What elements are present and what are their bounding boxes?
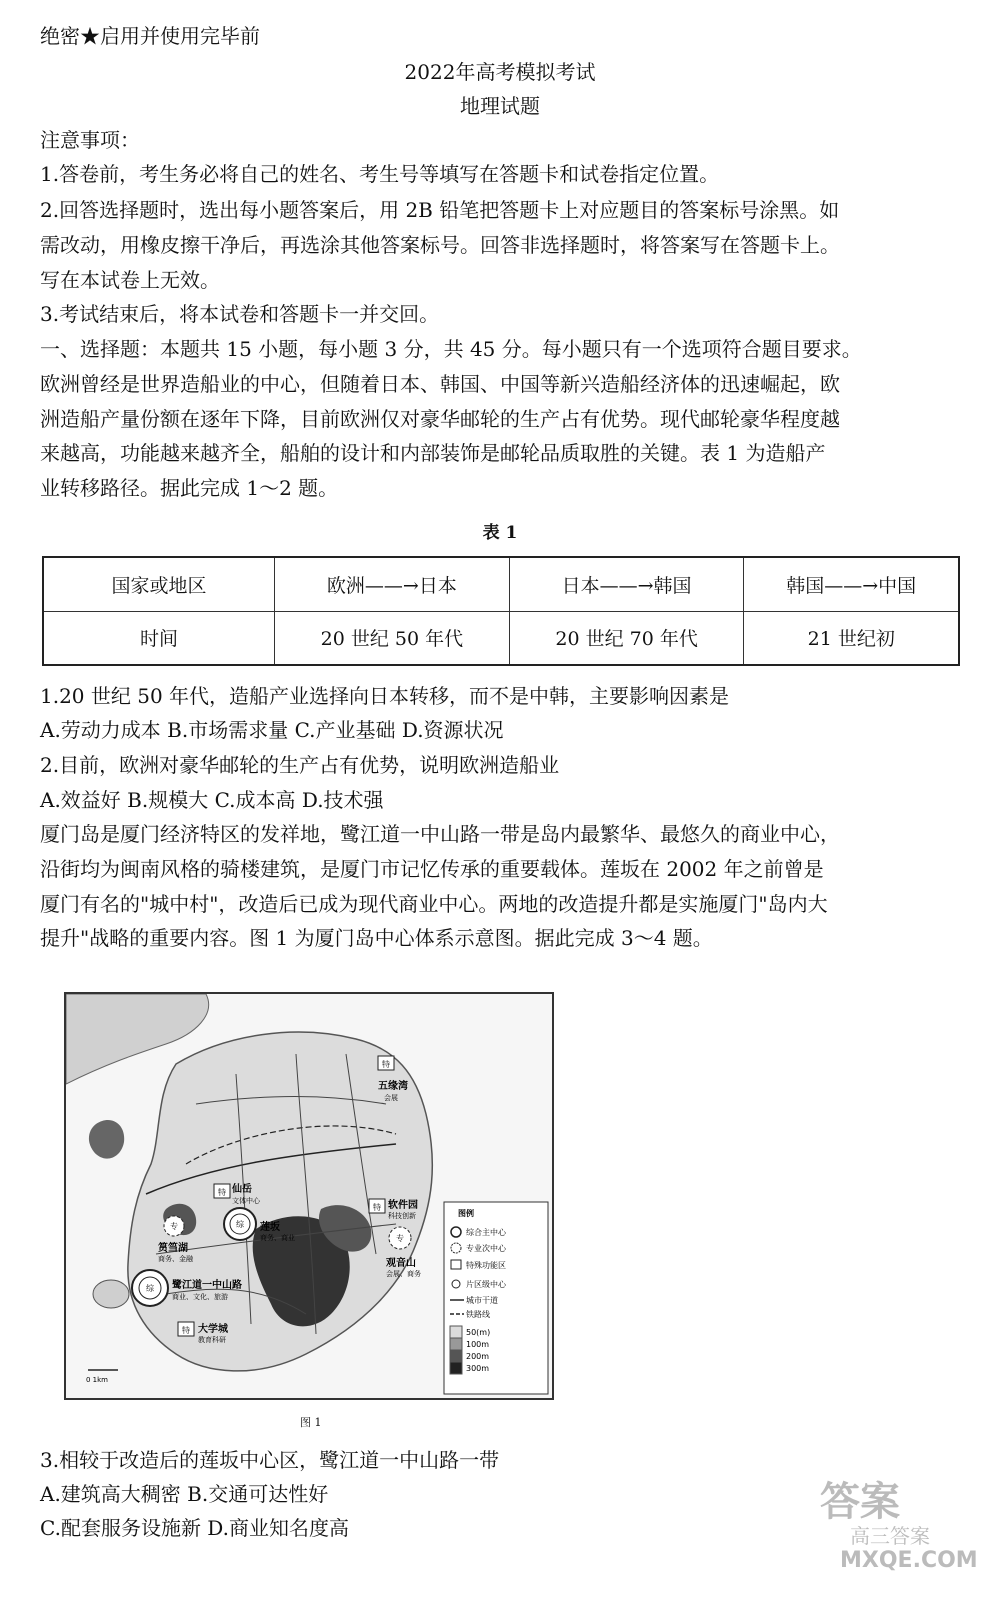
place-sub-label: 会展、商务 [386, 1270, 421, 1278]
passage-line: 厦门岛是厦门经济特区的发祥地，鹭江道一中山路一带是岛内最繁华、最悠久的商业中心， [40, 822, 840, 846]
marker-label: 特 [382, 1060, 390, 1069]
passage-line: 来越高，功能越来越齐全，船舶的设计和内部装饰是邮轮品质取胜的关键。表 1 为造船产 [40, 441, 826, 465]
marker-label: 特 [182, 1326, 190, 1335]
question-2-options: A.效益好 B.规模大 C.成本高 D.技术强 [40, 788, 384, 812]
table-cell: 20 世纪 50 年代 [275, 611, 510, 665]
secret-label: 绝密★启用并使用完毕前 [40, 24, 260, 48]
note-line: 写在本试卷上无效。 [40, 268, 220, 292]
marker-label: 综 [236, 1220, 244, 1229]
section-heading: 一、选择题：本题共 15 小题，每小题 3 分，共 45 分。每小题只有一个选项符合题目要求。 [40, 337, 862, 361]
table-cell: 21 世纪初 [744, 611, 959, 665]
xiamen-map [66, 994, 552, 1398]
map-legend [444, 1202, 548, 1394]
place-sub-label: 商务、商业 [260, 1234, 295, 1242]
scale-label: 0 1km [86, 1376, 109, 1384]
exam-title: 2022年高考模拟考试 [404, 60, 596, 84]
elevation-label: 300m [466, 1364, 490, 1373]
place-sub-label: 商业、文化、旅游 [172, 1293, 228, 1301]
passage-line: 业转移路径。据此完成 1～2 题。 [40, 476, 339, 500]
place-label: 筼筜湖 [158, 1243, 188, 1254]
legend-item: 片区级中心 [466, 1280, 506, 1289]
place-label: 仙岳 [232, 1184, 252, 1195]
watermark [810, 1480, 990, 1590]
table-row [43, 611, 959, 665]
xiamen-map-figure [64, 992, 554, 1400]
question-3: 3.相较于改造后的莲坂中心区，鹭江道一中山路一带 [40, 1448, 500, 1472]
elevation-label: 200m [466, 1352, 490, 1361]
place-label: 大学城 [198, 1324, 228, 1335]
marker-label: 专 [396, 1234, 404, 1243]
question-3-options: A.建筑高大稠密 B.交通可达性好 [40, 1482, 329, 1506]
place-sub-label: 文体中心 [232, 1197, 260, 1205]
question-2: 2.目前，欧洲对豪华邮轮的生产占有优势，说明欧洲造船业 [40, 753, 560, 777]
notes-heading: 注意事项： [40, 128, 140, 152]
marker-label: 特 [218, 1188, 226, 1197]
question-3-options: C.配套服务设施新 D.商业知名度高 [40, 1516, 349, 1540]
question-1: 1.20 世纪 50 年代，造船产业选择向日本转移，而不是中韩，主要影响因素是 [40, 684, 730, 708]
legend-item: 综合主中心 [466, 1228, 506, 1237]
legend-item: 特殊功能区 [466, 1261, 506, 1270]
marker-label: 综 [146, 1284, 154, 1293]
place-label: 五缘湾 [378, 1081, 408, 1092]
passage-line: 欧洲曾经是世界造船业的中心，但随着日本、韩国、中国等新兴造船经济体的迅速崛起，欧 [40, 372, 840, 396]
passage-line: 沿街均为闽南风格的骑楼建筑，是厦门市记忆传承的重要载体。莲坂在 2002 年之前曾是 [40, 857, 824, 881]
legend-item: 城市干道 [466, 1296, 498, 1305]
place-sub-label: 教育科研 [198, 1336, 226, 1344]
question-1-options: A.劳动力成本 B.市场需求量 C.产业基础 D.资源状况 [40, 718, 504, 742]
shipbuilding-table [42, 556, 960, 666]
marker-label: 特 [373, 1203, 381, 1212]
table-row-header: 时间 [43, 611, 275, 665]
place-sub-label: 商务、金融 [158, 1255, 193, 1263]
watermark-text: 答案 [820, 1479, 900, 1525]
marker-label: 专 [170, 1222, 178, 1231]
watermark-text: 高三答案 [850, 1524, 930, 1548]
passage-line: 提升"战略的重要内容。图 1 为厦门岛中心体系示意图。据此完成 3～4 题。 [40, 926, 713, 950]
note-line: 1.答卷前，考生务必将自己的姓名、考生号等填写在答题卡和试卷指定位置。 [40, 162, 720, 186]
elevation-label: 50(m) [466, 1328, 491, 1337]
table-cell: 韩国——→中国 [744, 557, 959, 611]
note-line: 2.回答选择题时，选出每小题答案后，用 2B 铅笔把答题卡上对应题目的答案标号涂黑。如 [40, 198, 840, 222]
table-cell: 20 世纪 70 年代 [509, 611, 744, 665]
passage-line: 厦门有名的"城中村"，改造后已成为现代商业中心。两地的改造提升都是实施厦门"岛内大 [40, 892, 828, 916]
exam-subject: 地理试题 [460, 94, 540, 118]
legend-item: 铁路线 [466, 1310, 490, 1319]
note-line: 需改动，用橡皮擦干净后，再选涂其他答案标号。回答非选择题时，将答案写在答题卡上。 [40, 233, 840, 257]
note-line: 3.考试结束后，将本试卷和答题卡一并交回。 [40, 302, 440, 326]
watermark-text: MXQE.COM [840, 1548, 978, 1573]
table-caption: 表 1 [482, 523, 518, 543]
place-label: 鹭江道一中山路 [172, 1280, 242, 1291]
table-cell: 欧洲——→日本 [275, 557, 510, 611]
place-sub-label: 科技创新 [388, 1212, 416, 1220]
legend-title: 图例 [458, 1209, 474, 1218]
place-label: 软件园 [388, 1200, 418, 1211]
passage-line: 洲造船产量份额在逐年下降，目前欧洲仅对豪华邮轮的生产占有优势。现代邮轮豪华程度越 [40, 407, 840, 431]
place-label: 莲坂 [260, 1222, 280, 1233]
elevation-label: 100m [466, 1340, 490, 1349]
legend-item: 专业次中心 [466, 1244, 506, 1253]
place-label: 观音山 [386, 1258, 416, 1269]
table-row-header: 国家或地区 [43, 557, 275, 611]
table-row [43, 557, 959, 611]
figure-caption: 图 1 [300, 1416, 322, 1429]
place-sub-label: 会展 [384, 1094, 398, 1102]
table-cell: 日本——→韩国 [509, 557, 744, 611]
